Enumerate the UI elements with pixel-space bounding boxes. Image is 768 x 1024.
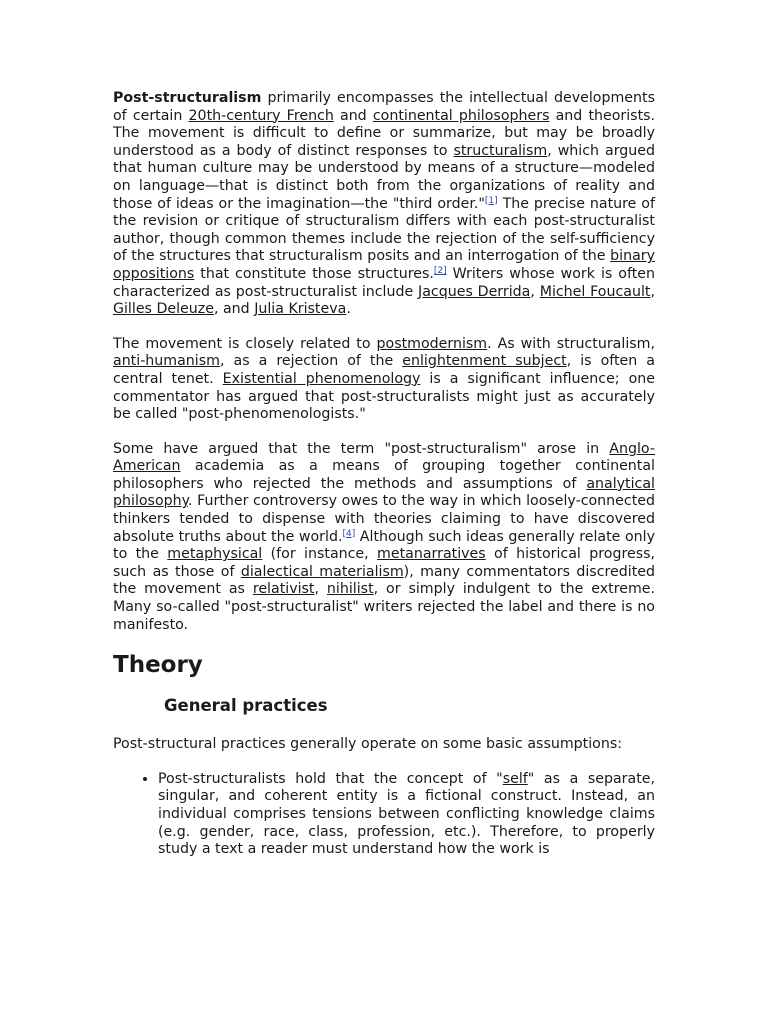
citation-1: [485, 196, 498, 206]
article-subject: Post-structuralism: [113, 90, 262, 106]
intro-paragraph: Post-structuralism primarily encompasses the intellectual developments of certain 20th-century French and continental philosophers and theorists. The movement is difficult to define or summarize, but may be broadly understood as a body of distinct responses to structuralism, which argued that human culture may be understood by means of a structure—modeled on language—that is distinct both from the organizations of reality and those of ideas or the imagination—the "third order."[1] The precise nature of the revision or critique of structuralism differs with each post-structuralist author, though common themes include the rejection of the self-sufficiency of the structures that structuralism posits and an interrogation of the binary oppositions that constitute those structures.[2] Writers whose work is often characterized as post-structuralist include Jacques Derrida, Michel Foucault, Gilles Deleuze, and Julia Kristeva.: [113, 90, 656, 318]
link-michel-foucault[interactable]: Michel Foucault: [539, 283, 651, 300]
link-metaphysical[interactable]: metaphysical: [167, 546, 263, 563]
link-anti-humanism[interactable]: anti-humanism: [113, 353, 220, 370]
link-binary-oppositions[interactable]: binary oppositions: [113, 248, 655, 282]
link-analytical-philosophy[interactable]: analytical philosophy: [113, 475, 655, 510]
article-body: [113, 90, 655, 859]
link-relativist[interactable]: relativist: [252, 581, 315, 598]
citation-link-2[interactable]: [2]: [433, 265, 447, 276]
citation-link-4[interactable]: [4]: [342, 528, 356, 539]
link-continental-philosophers[interactable]: continental philosophers: [372, 107, 550, 124]
assumptions-intro: Post-structural practices generally operate on some basic assumptions:: [113, 736, 622, 753]
assumptions-list: [113, 771, 655, 859]
controversy-paragraph: Some have argued that the term "post-structuralism" arose in Anglo-American academia as a means of grouping together continental philosophers who rejected the methods and assumptions of analytical philosophy. Further controversy owes to the way in which loosely-connected thinkers tended to dispense with theories claiming to have discovered absolute truths about the world.[4] Although such ideas generally relate only to the metaphysical (for instance, metanarratives of historical progress, such as those of dialectical materialism), many commentators discredited the movement as relativist, nihilist, or simply indulgent to the extreme. Many so-called "post-structuralist" writers rejected the label and there is no manifesto.: [113, 440, 656, 633]
link-self[interactable]: self: [502, 770, 528, 787]
heading-general-practices: General practices: [164, 696, 328, 716]
link-nihilist[interactable]: nihilist: [326, 581, 374, 598]
link-gilles-deleuze[interactable]: Gilles Deleuze: [113, 301, 214, 318]
link-dialectical-materialism[interactable]: dialectical materialism: [240, 563, 404, 580]
postmodernism-paragraph: The movement is closely related to postmodernism. As with structuralism, anti-humanism, as a rejection of the enlightenment subject, is often a central tenet. Existential phenomenology is a significant influence; one commentator has argued that post-structuralists might just as accurately be called "post-phenomenologists.": [113, 335, 655, 423]
citation-2: [434, 266, 447, 276]
heading-theory: Theory: [113, 652, 203, 679]
citation-4: [342, 529, 355, 539]
link-anglo-american[interactable]: Anglo-American: [113, 440, 655, 475]
link-julia-kristeva[interactable]: Julia Kristeva: [254, 301, 347, 318]
link-20th-century-french[interactable]: 20th-century French: [188, 107, 334, 124]
link-postmodernism[interactable]: postmodernism: [376, 335, 488, 352]
list-item: • Post-structuralists hold that the concept of "self" as a separate, singular, and coherent entity is a fictional construct. Instead, an individual comprises tensions between conflicting knowledge claims (e.g. gender, race, class, profession, etc.). Therefore, to properly study a text a reader must understand how the work is: [158, 771, 655, 859]
citation-link-1[interactable]: [1]: [484, 195, 498, 206]
link-structuralism[interactable]: structuralism: [453, 142, 548, 159]
link-metanarratives[interactable]: metanarratives: [377, 546, 486, 563]
link-enlightenment-subject[interactable]: enlightenment subject: [402, 353, 567, 370]
link-jacques-derrida[interactable]: Jacques Derrida: [418, 283, 531, 300]
link-existential-phenomenology[interactable]: Existential phenomenology: [222, 370, 421, 387]
